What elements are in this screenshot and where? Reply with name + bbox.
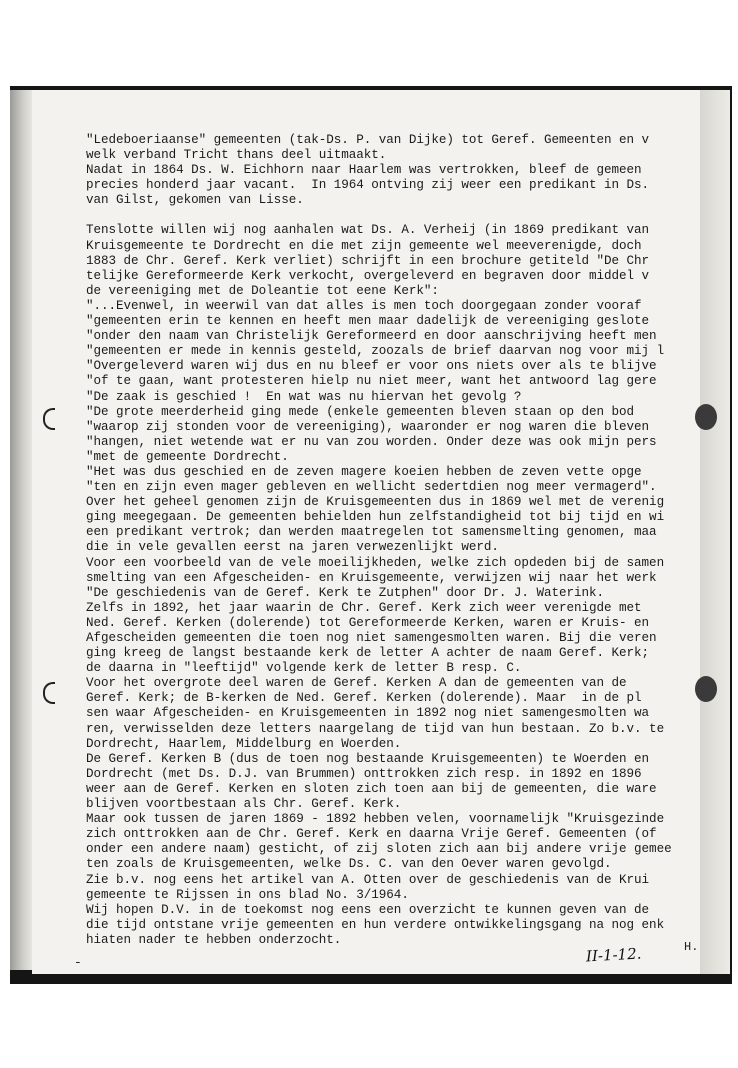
text-line: ging kreeg de langst bestaande kerk de letter A achter de naam Geref. Kerk; [86, 646, 650, 661]
text-line: blijven voortbestaan als Chr. Geref. Kerk. [86, 797, 402, 812]
text-line: Tenslotte willen wij nog aanhalen wat Ds. A. Verheij (in 1869 predikant van [86, 223, 650, 238]
text-line: Dordrecht (met Ds. D.J. van Brummen) onttrokken zich resp. in 1892 en 1896 [86, 766, 642, 781]
text-line: "hangen, niet wetende wat er nu van zou worden. Onder deze was ook mijn pers [86, 434, 657, 449]
text-line: smelting van een Afgescheiden- en Kruisgemeente, verwijzen wij naar het werk [86, 570, 657, 585]
author-initials: H. [684, 940, 699, 954]
text-line: "Het was dus geschied en de zeven magere koeien hebben de zeven vette opge [86, 464, 642, 479]
text-line: precies honderd jaar vacant. In 1964 ontving zij weer een predikant in Ds. [86, 178, 650, 193]
text-line: die in vele gevallen eerst na jaren verwezenlijkt werd. [86, 540, 499, 555]
text-line: "gemeenten erin te kennen en heeft men maar dadelijk de vereeniging geslote [86, 314, 650, 329]
text-line: ten zoals de Kruisgemeenten, welke Ds. C. van den Oever waren gevolgd. [86, 857, 612, 872]
text-line: De Geref. Kerken B (dus de toen nog bestaande Kruisgemeenten) te Woerden en [86, 751, 650, 766]
binding-mark [43, 408, 55, 430]
text-line: een predikant vertrok; dan werden maatregelen tot samensmelting genomen, maa [86, 525, 657, 540]
text-line: "ten en zijn even mager gebleven en wellicht sedertdien nog meer vermagerd". [86, 480, 657, 495]
text-line: ging meegegaan. De gemeenten behielden hun zelfstandigheid tot bij tijd en wi [86, 510, 665, 525]
text-line: telijke Gereformeerde Kerk verkocht, overgeleverd en begraven door middel v [86, 268, 650, 283]
text-line: onder een andere naam) gesticht, of zij sloten zich aan bij andere vrije gemee [86, 842, 672, 857]
text-line: Zelfs in 1892, het jaar waarin de Chr. Geref. Kerk zich weer verenigde met [86, 600, 642, 615]
paragraph-gap [86, 208, 708, 223]
text-line: "waarop zij stonden voor de vereeniging), waaronder er nog waren die bleven [86, 419, 650, 434]
text-line: de vereeniging met de Doleantie tot eene Kerk": [86, 283, 439, 298]
text-line: de daarna in "leeftijd" volgende kerk de letter B resp. C. [86, 661, 522, 676]
text-line: "...Evenwel, in weerwil van dat alles is men toch doorgegaan zonder vooraf [86, 298, 642, 313]
text-line: "De geschiedenis van de Geref. Kerk te Zutphen" door Dr. J. Waterink. [86, 585, 605, 600]
text-line: "Ledeboeriaanse" gemeenten (tak-Ds. P. van Dijke) tot Geref. Gemeenten en v [86, 133, 650, 147]
text-line: "gemeenten er mede in kennis gesteld, zoozals de brief daarvan nog voor mij l [86, 344, 665, 359]
text-line: "of te gaan, want protesteren hielp nu niet meer, want het antwoord lag gere [86, 374, 657, 389]
text-line: hiaten nader te hebben onderzocht. [86, 932, 342, 947]
handwritten-page-mark: II-1-12. [585, 944, 642, 966]
text-line: ren, verwisselden deze letters naargelang de tijd van hun bestaan. Zo b.v. te [86, 721, 665, 736]
text-line: sen waar Afgescheiden- en Kruisgemeenten in 1892 nog niet samengesmolten wa [86, 706, 650, 721]
text-line: "met de gemeente Dordrecht. [86, 449, 289, 464]
text-line: Afgescheiden gemeenten die toen nog niet samengesmolten waren. Bij die veren [86, 631, 657, 645]
footer-dash: - [74, 955, 82, 970]
text-line: "De zaak is geschied ! En wat was nu hiervan het gevolg ? [86, 389, 522, 404]
typewritten-text [86, 133, 708, 948]
text-line: Over het geheel genomen zijn de Kruisgemeenten dus in 1869 wel met de verenig [86, 495, 665, 510]
text-line: die tijd ontstane vrije gemeenten en hun verdere ontwikkelingsgang na nog enk [86, 917, 665, 932]
text-line: van Gilst, gekomen van Lisse. [86, 193, 304, 208]
text-line: Maar ook tussen de jaren 1869 - 1892 hebben velen, voornamelijk "Kruisgezinde [86, 812, 665, 827]
text-line: Nadat in 1864 Ds. W. Eichhorn naar Haarlem was vertrokken, bleef de gemeen [86, 163, 642, 178]
text-line: "Overgeleverd waren wij dus en nu bleef er voor ons niets over als te blijve [86, 359, 657, 374]
text-line: "onder den naam van Christelijk Gereformeerd en door aanschrijving heeft men [86, 329, 657, 344]
text-line: weer aan de Geref. Kerken en sloten zich toen aan bij de gemeenten, die ware [86, 781, 657, 796]
text-line: Voor een voorbeeld van de vele moeilijkheden, welke zich opdeden bij de samen [86, 555, 665, 570]
text-line: Wij hopen D.V. in de toekomst nog eens een overzicht te kunnen geven van de [86, 902, 650, 917]
text-line: Ned. Geref. Kerken (dolerende) tot Gereformeerde Kerken, waren er Kruis- en [86, 615, 650, 630]
page-left-edge [10, 90, 32, 970]
text-line: Dordrecht, Haarlem, Middelburg en Woerden. [86, 736, 402, 751]
text-line: Voor het overgrote deel waren de Geref. Kerken A dan de gemeenten van de [86, 676, 627, 691]
binding-mark [43, 682, 55, 704]
text-line: Geref. Kerk; de B-kerken de Ned. Geref. Kerken (dolerende). Maar in de pl [86, 691, 642, 706]
text-line: Kruisgemeente te Dordrecht en die met zijn gemeente wel meeverenigde, doch [86, 238, 642, 253]
text-line: welk verband Tricht thans deel uitmaakt. [86, 148, 387, 163]
text-line: "De grote meerderheid ging mede (enkele gemeenten bleven staan op den bod [86, 404, 635, 419]
text-line: Zie b.v. nog eens het artikel van A. Otten over de geschiedenis van de Krui [86, 872, 650, 887]
text-line: 1883 de Chr. Geref. Kerk verliet) schrijft in een brochure getiteld "De Chr [86, 253, 650, 268]
text-line: zich onttrokken aan de Chr. Geref. Kerk en daarna Vrije Geref. Gemeenten (of [86, 827, 657, 842]
text-line: gemeente te Rijssen in ons blad No. 3/1964. [86, 887, 409, 902]
